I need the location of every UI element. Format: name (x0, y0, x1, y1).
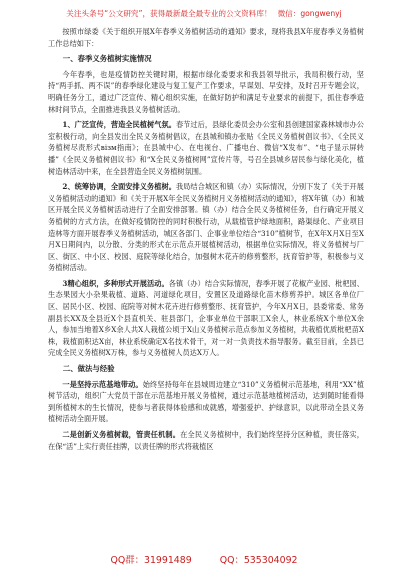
experience1-body: 始终坚持每年在县城周边建立“310”义务植树示范基地，利用“XX”植树节活动，组织广大党员干部在示范基地开展义务植树，通过示范基地植树活动，达到随时能看得到所植树木的生长情况，使参与者获得体验感和成就感，增强爱护、护绿意识，以此带动全县义务植树活动全面开展。 (48, 379, 364, 424)
qq-group: QQ群：31991489 (110, 555, 192, 566)
experience2-lead: 二是创新义务植树载，管责任机制。 (62, 430, 181, 439)
wechat-id: 微信：gongwenyj (277, 8, 342, 18)
experience1-paragraph (48, 379, 364, 425)
experience1-lead: 一是坚持示范基地带动。 (62, 379, 143, 389)
item2-title: 2、统筹协调，全面安排义务植树。 (62, 182, 176, 192)
experience2-body: 在全民义务植树中，我们始终坚持分区种植，责任落实，在保“活”上实行责任挂牌，以责任牌的形式将栽植区 (48, 430, 364, 451)
qq-number: QQ：535304092 (219, 555, 298, 566)
promo-banner (0, 6, 408, 20)
section2-heading: 二、做法与经验 (62, 364, 115, 374)
section1-heading: 一、春季义务植树实施情况 (62, 54, 152, 64)
item3-paragraph (48, 278, 364, 359)
experience2-paragraph (48, 429, 364, 452)
item1-title: 1、广泛宣传，营造全民植树气氛。 (62, 120, 176, 130)
item2-paragraph (48, 181, 364, 274)
contact-footer (0, 552, 408, 566)
item2-body: 我局结合城区和镇（办）实际情况，分别下发了《关于开展义务植树活动的通知》和《关于开展X年全民义务植树月义务植树活动的通知》，将X年镇（办）和城区开展全民义务植树活动进行了全面安排部署。镇（办）结合全民义务植树任务，自行确定开展义务植树的方式方法，在做好疫情防控的同时积极行动，从载植管护绿地面积，路渠绿化、产业项目造林等方面开展春季义务植树活动，城区各部门、企事业单位结合“310”植树节，在X年X月X日至X月X日期间内，以分散、分类的形式在示范点开展植树活动，根据单位实际情况，将义务植树与厂区、街区、中小区、校园、庭院等绿化结合，加强树木花卉的修剪整形，抚育管护等，积极参与义务植树活动。 (48, 182, 364, 273)
section1-paragraph: 今年春季，也是疫情防控关键时期，根据市绿化委要求和我县领导批示，我局积极行动，坚持“两手抓、两不误”的春季绿化建设与复工复产工作要求，早谋划、早安排，及时召开专题会议，明确任务分工，通过广泛宣传、精心组织实施，在做好防护和满足专业要求的前提下，抓住春季造林时间节点，全面推进我县义务植树活动。 (48, 69, 364, 114)
item1-paragraph (48, 119, 364, 177)
intro-paragraph: 按照市绿委《关于组织开展X年春季义务植树活动的通知》要求，现将我县X年度春季义务植树工作总结如下： (48, 27, 364, 48)
item3-body: 各镇（办）结合实际情况，春季开展了花椒产业园、枇杷园、生态果园大小杂果栽植、道路、河道绿化项目，安置区及道路绿化苗木修剪养护。城区各单位厂区、居民小区、校园、庭院等对树木花卉进行修剪整形、抚育管护，今年X月X日，县委常委、常务副县长XX及全县近X个县直机关、驻县部门，企事业单位干部职工X余人，林业系统X个单位X余人，参加当地着X乡X余人共X人栽植公顷于X山义务植树示范点参加义务植树，共栽植优质枇杷苗X株，栽植面积达X亩，林业系统确定X名技术骨干，对一对一负责技术指导服务。截至目前，全县已完成全民义务植树X万株，参与义务植树人员达X万人。 (48, 278, 364, 358)
document-body (48, 26, 364, 544)
promo-text: 关注头条号“公文研究”，获得最新最全最专业的公文资料库！ (66, 8, 272, 18)
item1-body: 春节过后，县绿化委员会办公室和县创建国家森林城市办公室积极行动，向全县发出全民义务植树倡议，在县城和镇办张贴《全民义务植树倡议书》、《全民义务植树尽责形式візм指南》；在县城中心、在电视台、广播电台、微信“X发布”、“电子显示屏转播”《全民义务植树倡议书》和“X全民义务植树网”宣传片等，号召全县城乡居民参与绿化美化，植树造林活动中来，在全县营造全民义务植树氛围。 (48, 120, 364, 176)
item3-title: 3精心组织，多种形式开展活动。 (62, 278, 169, 288)
